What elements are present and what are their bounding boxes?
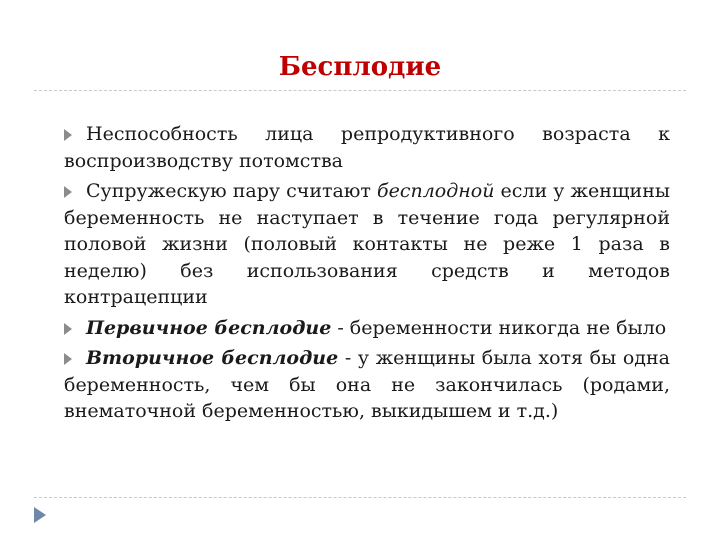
slide-title: Бесплодие (278, 52, 442, 82)
couple-text-start: Супружескую пару считают (86, 180, 377, 202)
title-divider (34, 90, 686, 91)
secondary-infertility-term: Вторичное бесплодие (86, 347, 339, 369)
couple-text-end: если у женщины беременность не наступает в течение года регулярной половой жизни (половый контакты не реже 1 раза в неделю) без использования средств и методов контрацепции (64, 180, 670, 308)
footer-divider (34, 497, 686, 498)
secondary-infertility-text: - у женщины была хотя бы одна беременность, чем бы она не закончилась (родами, внематочной беременностью, выкидышем и т.д.) (64, 347, 670, 422)
bullet-primary-infertility (64, 315, 670, 342)
primary-infertility-term: Первичное бесплодие (86, 316, 332, 339)
bullet-secondary-infertility (64, 345, 670, 425)
next-slide-arrow-shape (34, 507, 46, 523)
triangle-bullet-icon (64, 129, 72, 141)
primary-infertility-text: - беременности никогда не было (331, 316, 667, 339)
infertile-emphasis: бесплодной (376, 180, 495, 202)
triangle-bullet-icon (64, 186, 72, 198)
triangle-bullet-icon (64, 323, 72, 335)
triangle-bullet-icon (64, 353, 72, 365)
next-slide-arrow-icon[interactable] (32, 505, 48, 525)
bullet-couple-infertile (64, 178, 670, 311)
slide-content (64, 121, 670, 429)
bullet-definition (64, 121, 670, 174)
definition-text: Неспособность лица репродуктивного возраста к воспроизводству потомства (64, 123, 670, 172)
